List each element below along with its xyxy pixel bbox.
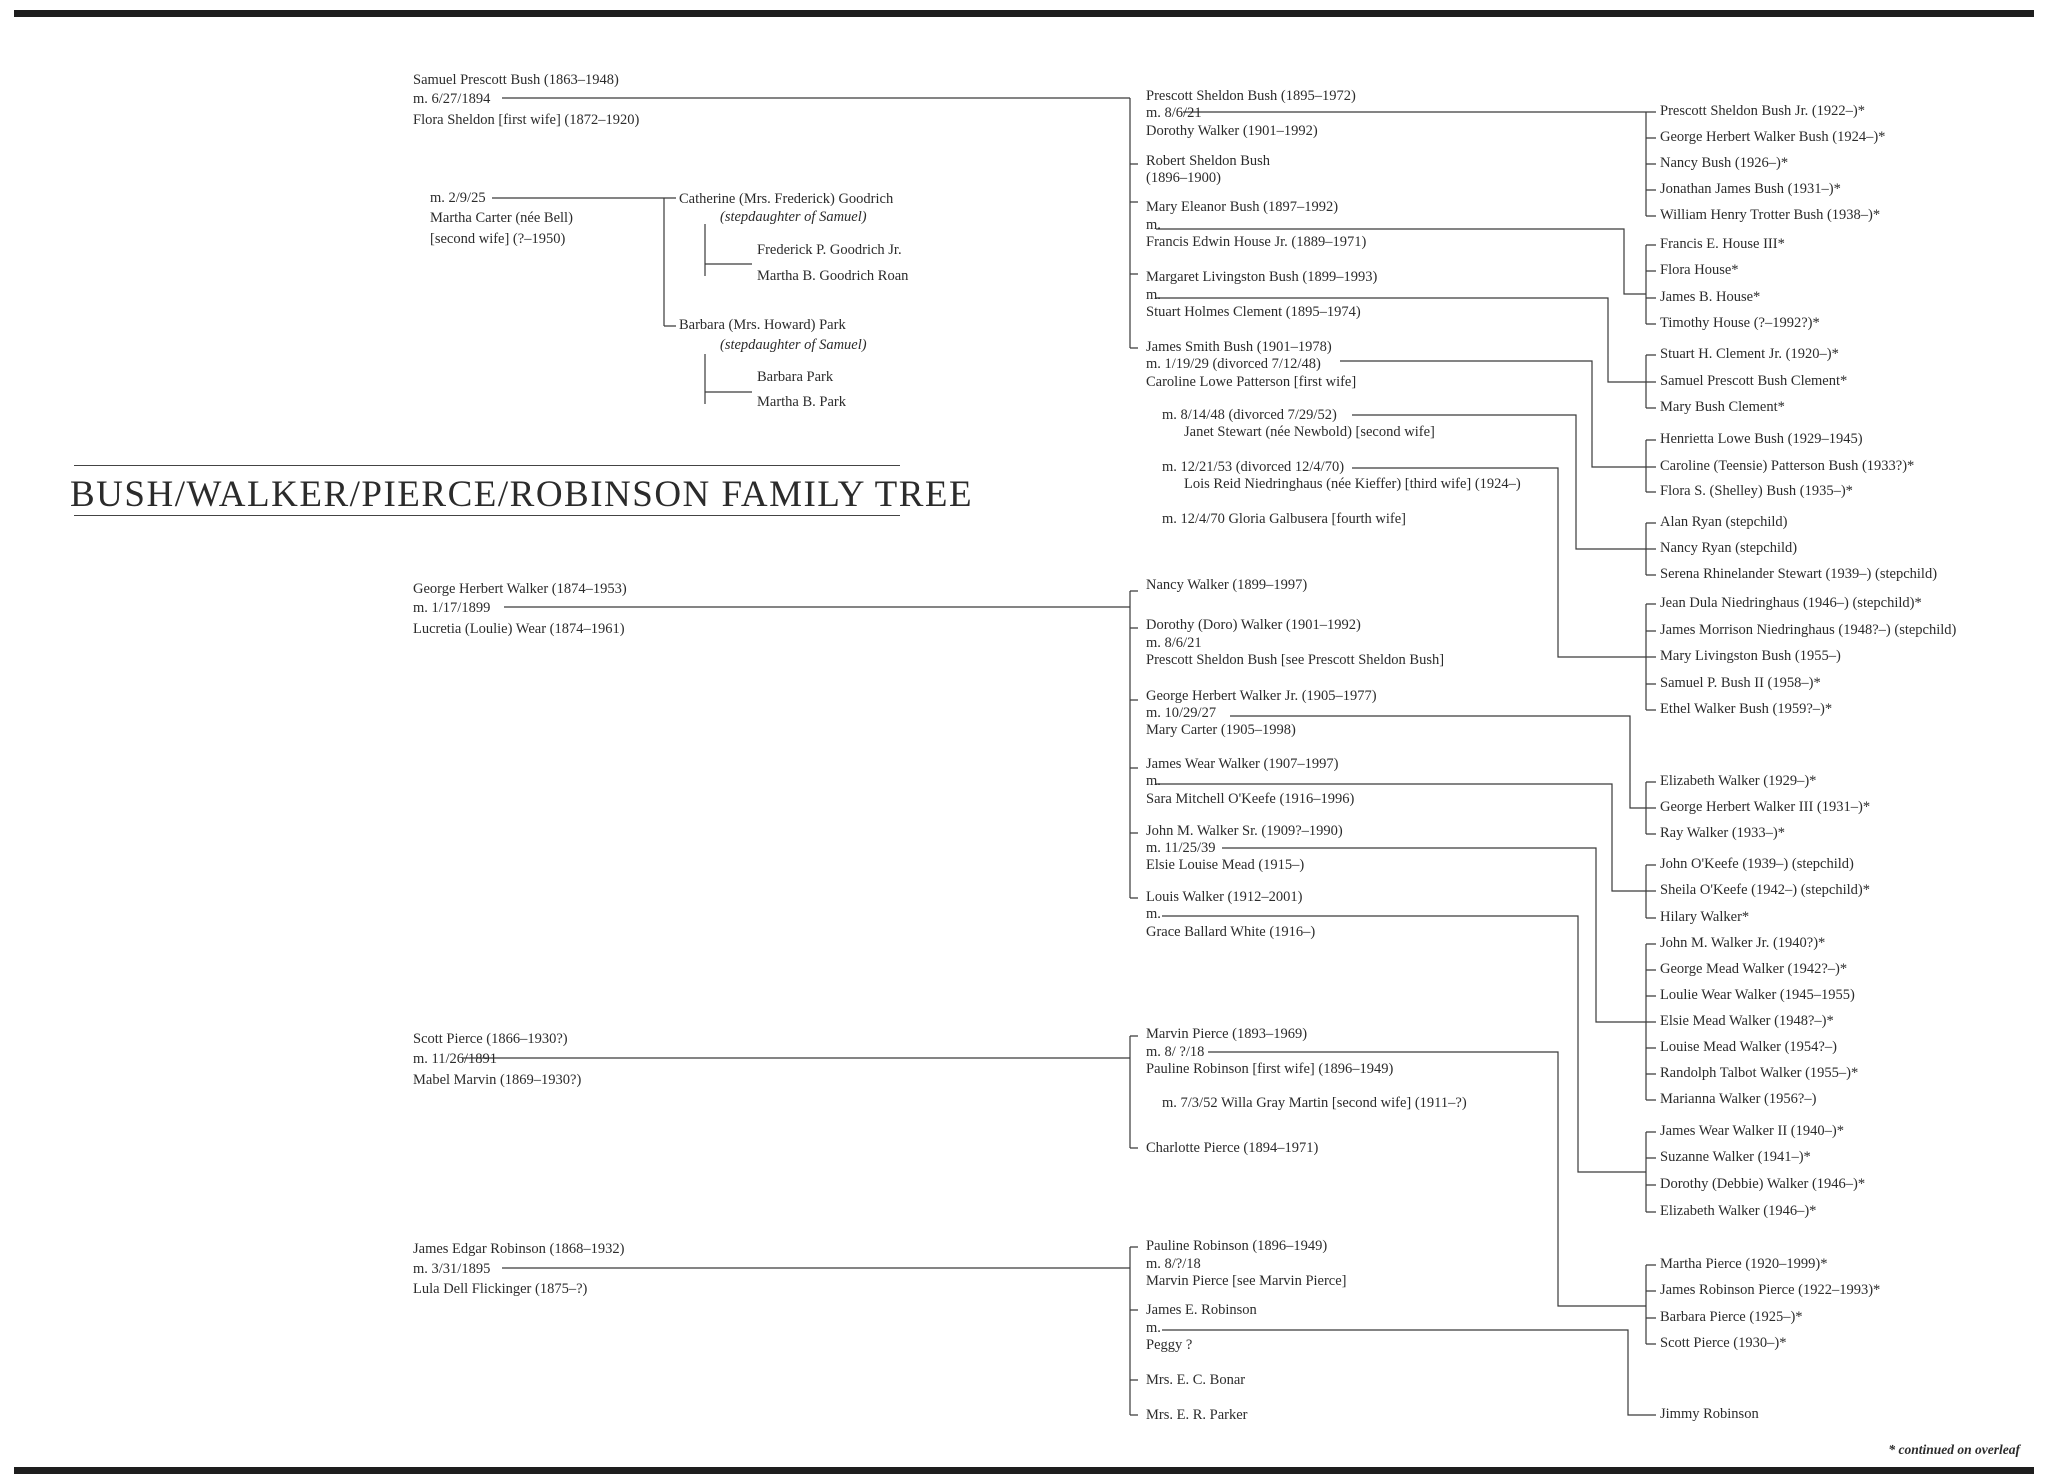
catherine-child: Frederick P. Goodrich Jr. xyxy=(757,242,902,258)
james-e-child: Jimmy Robinson xyxy=(1660,1406,1759,1422)
john-walker-marriage: m. 11/25/39 xyxy=(1146,840,1216,856)
prescott-child: George Herbert Walker Bush (1924–)* xyxy=(1660,129,1886,145)
ghw-jr-child: George Herbert Walker III (1931–)* xyxy=(1660,799,1871,815)
marvin-child: Scott Pierce (1930–)* xyxy=(1660,1335,1787,1351)
stewart-child: Serena Rhinelander Stewart (1939–) (stepchild) xyxy=(1660,566,1938,582)
louis-walker-spouse: Grace Ballard White (1916–) xyxy=(1146,924,1316,940)
je-robinson-name: James Edgar Robinson (1868–1932) xyxy=(413,1241,625,1257)
ghw-jr-spouse: Mary Carter (1905–1998) xyxy=(1146,722,1296,738)
page-title: BUSH/WALKER/PIERCE/ROBINSON FAMILY TREE xyxy=(70,474,974,515)
john-walker-child: George Mead Walker (1942?–)* xyxy=(1660,961,1848,977)
margaret-spouse: Stuart Holmes Clement (1895–1974) xyxy=(1146,304,1361,320)
louis-walker-child: James Wear Walker II (1940–)* xyxy=(1660,1123,1844,1139)
james-wear-spouse: Sara Mitchell O'Keefe (1916–1996) xyxy=(1146,791,1355,807)
james-wear-child: John O'Keefe (1939–) (stepchild) xyxy=(1660,856,1854,872)
prescott-spouse: Dorothy Walker (1901–1992) xyxy=(1146,123,1318,139)
scott-pierce-name: Scott Pierce (1866–1930?) xyxy=(413,1031,568,1047)
barbara-name: Barbara (Mrs. Howard) Park xyxy=(679,317,846,333)
bonar-name: Mrs. E. C. Bonar xyxy=(1146,1372,1246,1388)
nancy-walker-name: Nancy Walker (1899–1997) xyxy=(1146,577,1308,593)
gloria-line: m. 12/4/70 Gloria Galbusera [fourth wife] xyxy=(1162,511,1407,527)
marvin-name: Marvin Pierce (1893–1969) xyxy=(1146,1026,1308,1042)
john-walker-child: Loulie Wear Walker (1945–1955) xyxy=(1660,987,1855,1003)
catherine-note: (stepdaughter of Samuel) xyxy=(720,209,867,225)
james-wear-marriage: m. xyxy=(1146,773,1161,789)
title-rule-top xyxy=(74,465,900,466)
john-walker-name: John M. Walker Sr. (1909?–1990) xyxy=(1146,823,1343,839)
niedringhaus-child: James Morrison Niedringhaus (1948?–) (stepchild) xyxy=(1660,622,1957,638)
louis-walker-child: Suzanne Walker (1941–)* xyxy=(1660,1149,1811,1165)
marvin-child: James Robinson Pierce (1922–1993)* xyxy=(1660,1282,1881,1298)
marvin-spouse: Pauline Robinson [first wife] (1896–1949) xyxy=(1146,1061,1394,1077)
patterson-child: Henrietta Lowe Bush (1929–1945) xyxy=(1660,431,1863,447)
ghw-jr-name: George Herbert Walker Jr. (1905–1977) xyxy=(1146,688,1377,704)
james-smith-marriage: m. 1/19/29 (divorced 7/12/48) xyxy=(1146,356,1321,372)
james-smith-name: James Smith Bush (1901–1978) xyxy=(1146,339,1332,355)
louis-walker-name: Louis Walker (1912–2001) xyxy=(1146,889,1303,905)
pauline-name: Pauline Robinson (1896–1949) xyxy=(1146,1238,1328,1254)
willa-line: m. 7/3/52 Willa Gray Martin [second wife] (1911–?) xyxy=(1162,1095,1467,1111)
john-walker-child: Elsie Mead Walker (1948?–)* xyxy=(1660,1013,1834,1029)
louis-walker-child: Elizabeth Walker (1946–)* xyxy=(1660,1203,1817,1219)
prescott-child: Nancy Bush (1926–)* xyxy=(1660,155,1789,171)
james-wear-child: Sheila O'Keefe (1942–) (stepchild)* xyxy=(1660,882,1870,898)
margaret-marriage: m. xyxy=(1146,287,1161,303)
dorothy-walker-name: Dorothy (Doro) Walker (1901–1992) xyxy=(1146,617,1361,633)
patterson-child: Caroline (Teensie) Patterson Bush (1933?)* xyxy=(1660,458,1915,474)
ghw-jr-marriage: m. 10/29/27 xyxy=(1146,705,1217,721)
john-walker-child: Louise Mead Walker (1954?–) xyxy=(1660,1039,1837,1055)
stewart-child: Alan Ryan (stepchild) xyxy=(1660,514,1788,530)
parker-name: Mrs. E. R. Parker xyxy=(1146,1407,1248,1423)
house-child: Francis E. House III* xyxy=(1660,236,1785,252)
martha-carter-marriage: m. 2/9/25 xyxy=(430,190,486,206)
catherine-child: Martha B. Goodrich Roan xyxy=(757,268,909,284)
prescott-name: Prescott Sheldon Bush (1895–1972) xyxy=(1146,88,1356,104)
samuel-bush-marriage: m. 6/27/1894 xyxy=(413,91,491,107)
james-e-spouse: Peggy ? xyxy=(1146,1337,1193,1353)
patterson-child: Flora S. (Shelley) Bush (1935–)* xyxy=(1660,483,1853,499)
marvin-child: Barbara Pierce (1925–)* xyxy=(1660,1309,1803,1325)
house-child: James B. House* xyxy=(1660,289,1761,305)
prescott-marriage: m. 8/6/21 xyxy=(1146,105,1202,121)
niedringhaus-child: Mary Livingston Bush (1955–) xyxy=(1660,648,1841,664)
pauline-spouse: Marvin Pierce [see Marvin Pierce] xyxy=(1146,1273,1347,1289)
je-robinson-marriage: m. 3/31/1895 xyxy=(413,1261,491,1277)
je-robinson-spouse: Lula Dell Flickinger (1875–?) xyxy=(413,1281,588,1297)
janet-name: Janet Stewart (née Newbold) [second wife] xyxy=(1184,424,1435,440)
barbara-note: (stepdaughter of Samuel) xyxy=(720,337,867,353)
catherine-name: Catherine (Mrs. Frederick) Goodrich xyxy=(679,191,894,207)
title-rule-bottom xyxy=(74,515,900,516)
niedringhaus-child: Samuel P. Bush II (1958–)* xyxy=(1660,675,1821,691)
niedringhaus-child: Ethel Walker Bush (1959?–)* xyxy=(1660,701,1833,717)
house-child: Timothy House (?–1992?)* xyxy=(1660,315,1820,331)
james-smith-spouse: Caroline Lowe Patterson [first wife] xyxy=(1146,374,1357,390)
marvin-child: Martha Pierce (1920–1999)* xyxy=(1660,1256,1828,1272)
samuel-bush-spouse: Flora Sheldon [first wife] (1872–1920) xyxy=(413,112,640,128)
clement-child: Samuel Prescott Bush Clement* xyxy=(1660,373,1848,389)
james-e-marriage: m. xyxy=(1146,1320,1161,1336)
john-walker-child: Randolph Talbot Walker (1955–)* xyxy=(1660,1065,1859,1081)
dorothy-walker-marriage: m. 8/6/21 xyxy=(1146,635,1202,651)
barbara-child: Barbara Park xyxy=(757,369,834,385)
lois-name: Lois Reid Niedringhaus (née Kieffer) [third wife] (1924–) xyxy=(1184,476,1521,492)
pauline-marriage: m. 8/?/18 xyxy=(1146,1256,1201,1272)
clement-child: Stuart H. Clement Jr. (1920–)* xyxy=(1660,346,1839,362)
ghw-jr-child: Elizabeth Walker (1929–)* xyxy=(1660,773,1817,789)
ghw-jr-child: Ray Walker (1933–)* xyxy=(1660,825,1786,841)
niedringhaus-child: Jean Dula Niedringhaus (1946–) (stepchild)* xyxy=(1660,595,1922,611)
louis-walker-marriage: m. xyxy=(1146,906,1161,922)
mary-eleanor-marriage: m. xyxy=(1146,217,1161,233)
scott-pierce-marriage: m. 11/26/1891 xyxy=(413,1051,498,1067)
mary-eleanor-name: Mary Eleanor Bush (1897–1992) xyxy=(1146,199,1339,215)
martha-carter-name: Martha Carter (née Bell) xyxy=(430,210,573,226)
prescott-child: Jonathan James Bush (1931–)* xyxy=(1660,181,1841,197)
stewart-child: Nancy Ryan (stepchild) xyxy=(1660,540,1798,556)
louis-walker-child: Dorothy (Debbie) Walker (1946–)* xyxy=(1660,1176,1866,1192)
john-walker-spouse: Elsie Louise Mead (1915–) xyxy=(1146,857,1305,873)
lois-marriage: m. 12/21/53 (divorced 12/4/70) xyxy=(1162,459,1345,475)
charlotte-name: Charlotte Pierce (1894–1971) xyxy=(1146,1140,1319,1156)
gh-walker-marriage: m. 1/17/1899 xyxy=(413,600,491,616)
gh-walker-spouse: Lucretia (Loulie) Wear (1874–1961) xyxy=(413,621,625,637)
robert-name: Robert Sheldon Bush xyxy=(1146,153,1271,169)
scott-pierce-spouse: Mabel Marvin (1869–1930?) xyxy=(413,1072,582,1088)
footnote: * continued on overleaf xyxy=(1888,1442,2020,1457)
martha-carter-note: [second wife] (?–1950) xyxy=(430,231,566,247)
margaret-name: Margaret Livingston Bush (1899–1993) xyxy=(1146,269,1378,285)
james-wear-name: James Wear Walker (1907–1997) xyxy=(1146,756,1339,772)
prescott-child: William Henry Trotter Bush (1938–)* xyxy=(1660,207,1881,223)
robert-dates: (1896–1900) xyxy=(1146,170,1221,186)
janet-marriage: m. 8/14/48 (divorced 7/29/52) xyxy=(1162,407,1337,423)
barbara-child: Martha B. Park xyxy=(757,394,846,410)
gh-walker-name: George Herbert Walker (1874–1953) xyxy=(413,581,627,597)
house-child: Flora House* xyxy=(1660,262,1739,278)
dorothy-walker-spouse: Prescott Sheldon Bush [see Prescott Sheldon Bush] xyxy=(1146,652,1445,668)
john-walker-child: Marianna Walker (1956?–) xyxy=(1660,1091,1817,1107)
mary-eleanor-spouse: Francis Edwin House Jr. (1889–1971) xyxy=(1146,234,1367,250)
james-e-name: James E. Robinson xyxy=(1146,1302,1257,1318)
prescott-child: Prescott Sheldon Bush Jr. (1922–)* xyxy=(1660,103,1866,119)
james-wear-child: Hilary Walker* xyxy=(1660,909,1750,925)
marvin-marriage: m. 8/ ?/18 xyxy=(1146,1044,1205,1060)
john-walker-child: John M. Walker Jr. (1940?)* xyxy=(1660,935,1826,951)
samuel-bush-name: Samuel Prescott Bush (1863–1948) xyxy=(413,72,619,88)
clement-child: Mary Bush Clement* xyxy=(1660,399,1785,415)
